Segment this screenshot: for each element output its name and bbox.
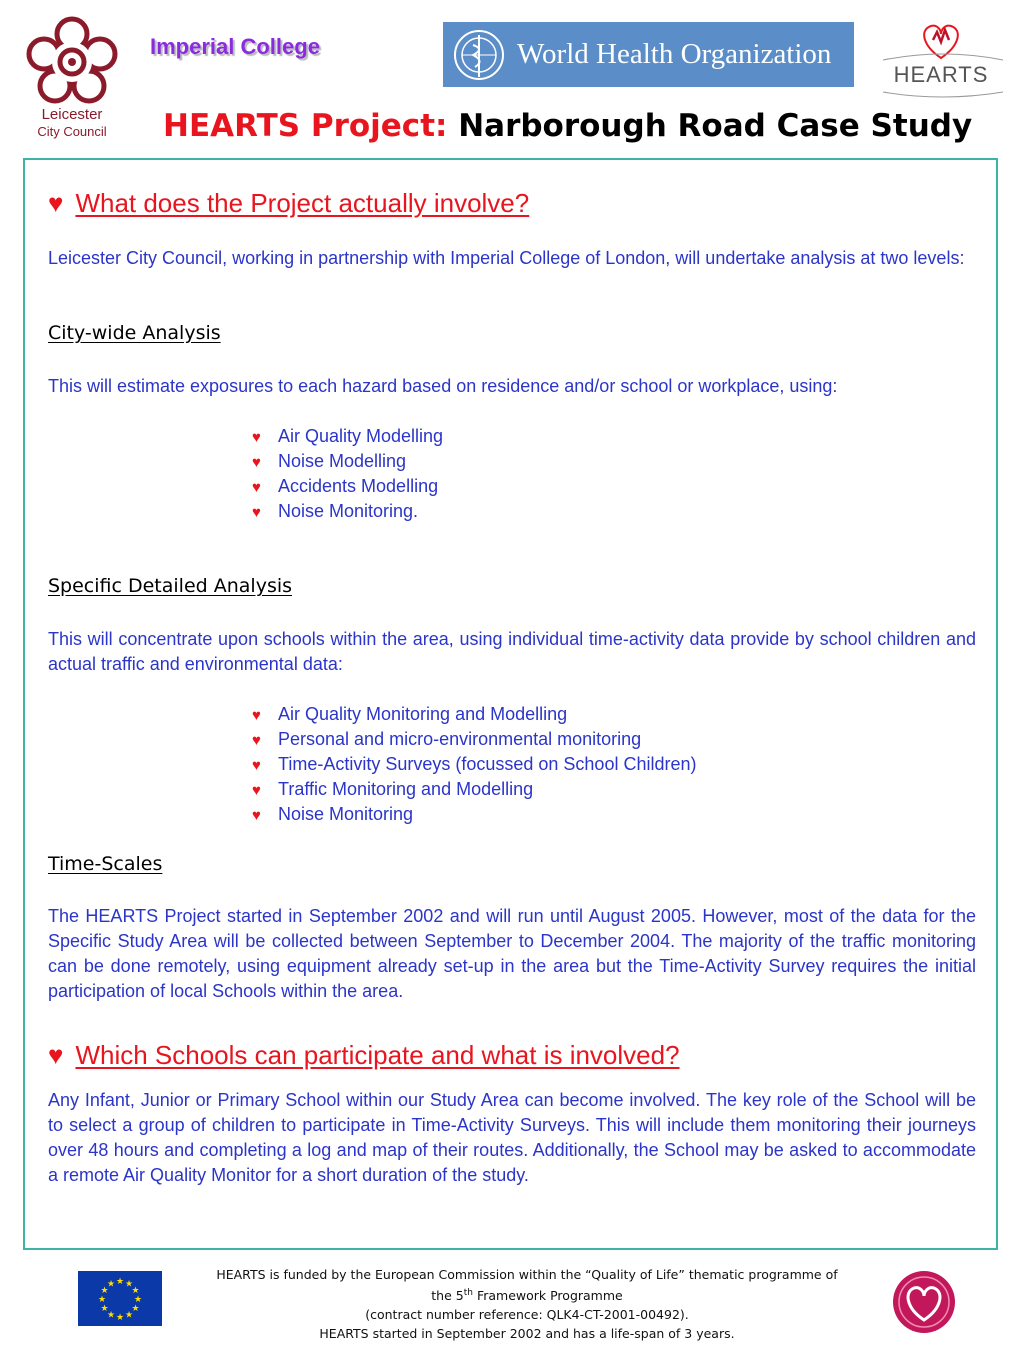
schools-paragraph: Any Infant, Junior or Primary School within our Study Area can become involved. The key role of the School will be to select a group of children to participate in Time-Activity Surveys. This will include them monitoring their journeys over 48 hours and completing a log and map of their routes. Additionally, the School may be asked to accommodate a remote Air Quality Monitor for a short duration of the study. (48, 1090, 976, 1185)
svg-text:★: ★ (133, 1295, 143, 1305)
city-wide-list (252, 424, 443, 524)
footer-line2: the 5th Framework Programme (431, 1288, 623, 1304)
svg-text:★: ★ (106, 1279, 116, 1290)
time-scales-paragraph: The HEARTS Project started in September 2002 and will run until August 2005. However, most of the data for the Specific Study Area will be collected between September to December 2004. The majority of the traffic monitoring can be done remotely, using equipment already set-up in the area but the Time-Activity Survey requires the initial participation of local Schools within the area. (48, 906, 976, 1001)
intro-paragraph: Leicester City Council, working in partnership with Imperial College of London, will undertake analysis at two levels: (48, 248, 965, 268)
specific-analysis-heading: Specific Detailed Analysis (48, 575, 293, 597)
list-item: ♥ Personal and micro-environmental monitoring (252, 727, 696, 752)
footer-line3: (contract number reference: QLK4-CT-2001-00492). (365, 1307, 689, 1323)
svg-text:★: ★ (100, 1286, 109, 1296)
hearts-logo (873, 18, 1013, 98)
list-item: ♥ Air Quality Modelling (252, 424, 443, 449)
specific-analysis-list (252, 702, 696, 827)
who-name: World Health Organization (517, 38, 832, 70)
rose-icon (22, 14, 122, 104)
heart-icon: ♥ (252, 707, 261, 724)
specific-analysis-paragraph: This will concentrate upon schools within the area, using individual time-activity data provide by school children and actual traffic and environmental data: (48, 629, 976, 674)
heart-icon: ♥ (252, 454, 261, 471)
svg-text:★: ★ (131, 1286, 140, 1296)
heart-icon: ♥ (252, 757, 261, 774)
council-name-line2: City Council (37, 124, 107, 139)
list-item: ♥ Accidents Modelling (252, 474, 443, 499)
svg-text:★: ★ (124, 1279, 134, 1290)
svg-text:★: ★ (115, 1277, 125, 1287)
eu-flag-icon (78, 1271, 162, 1326)
who-emblem-icon (449, 25, 509, 85)
list-item: ♥ Traffic Monitoring and Modelling (252, 777, 696, 802)
footer-line4: HEARTS started in September 2002 and has a life-span of 3 years. (319, 1326, 735, 1342)
imperial-college-logo-text: Imperial College (150, 34, 320, 59)
hearts-heart-badge-icon (892, 1270, 956, 1334)
city-wide-paragraph: This will estimate exposures to each hazard based on residence and/or school or workplace, using: (48, 376, 838, 396)
leicester-city-council-logo (22, 14, 122, 144)
list-item: ♥ Air Quality Monitoring and Modelling (252, 702, 696, 727)
footer-line1: HEARTS is funded by the European Commission within the “Quality of Life” thematic programme of (216, 1267, 838, 1282)
list-item: ♥ Noise Monitoring. (252, 499, 443, 524)
list-item: ♥ Time-Activity Surveys (focussed on School Children) (252, 752, 696, 777)
time-scales-heading: Time-Scales (48, 853, 163, 875)
heart-icon: ♥ (48, 188, 64, 218)
heart-icon: ♥ (252, 504, 261, 521)
page-title (163, 108, 972, 144)
city-wide-heading: City-wide Analysis (48, 322, 221, 344)
svg-text:★: ★ (100, 1304, 109, 1314)
title-case-study: Narborough Road Case Study (458, 108, 973, 144)
hearts-logo-text: HEARTS (893, 62, 989, 87)
svg-text:★: ★ (97, 1295, 107, 1305)
who-logo (443, 22, 854, 87)
svg-text:★: ★ (106, 1310, 116, 1321)
footer-funding-note (162, 1265, 892, 1343)
svg-text:★: ★ (115, 1313, 125, 1323)
heart-icon: ♥ (252, 429, 261, 446)
heart-icon: ♥ (252, 479, 261, 496)
section-heading-involve: ♥ What does the Project actually involve? (48, 188, 530, 218)
heart-icon: ♥ (48, 1040, 64, 1070)
list-item: ♥ Noise Monitoring (252, 802, 696, 827)
svg-text:★: ★ (124, 1310, 134, 1321)
heart-icon: ♥ (252, 782, 261, 799)
title-project: HEARTS Project: (163, 108, 448, 144)
heart-icon: ♥ (252, 807, 261, 824)
council-name-line1: Leicester (41, 106, 103, 123)
section-heading-schools: ♥ Which Schools can participate and what is involved? (48, 1040, 680, 1070)
heart-icon: ♥ (252, 732, 261, 749)
svg-text:★: ★ (131, 1304, 140, 1314)
list-item: ♥ Noise Modelling (252, 449, 443, 474)
